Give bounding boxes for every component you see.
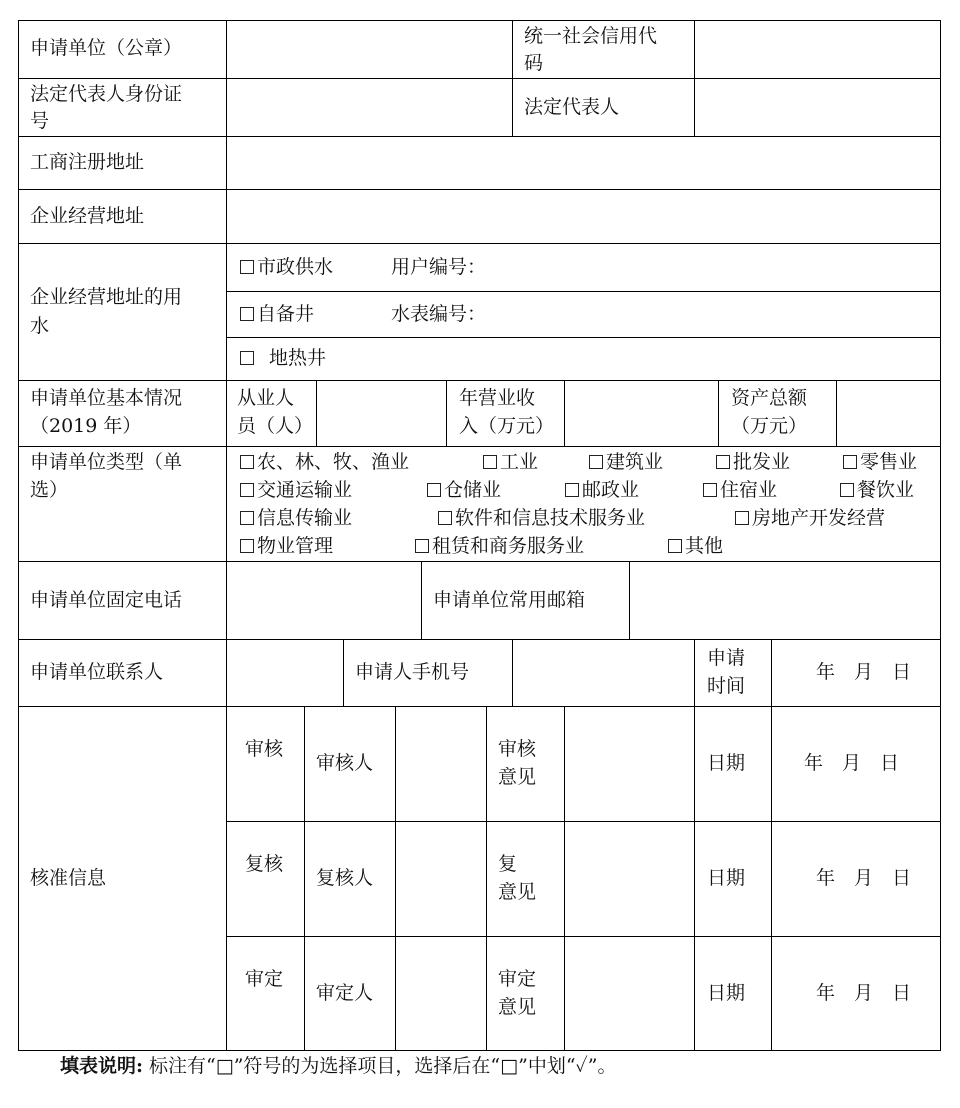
type-option[interactable]: 交通运输业 (240, 477, 352, 504)
type-option[interactable]: 批发业 (716, 449, 790, 476)
recheck-opinion-line1: 复 (498, 853, 518, 875)
basic-info-label-line1: 申请单位基本情况 (30, 387, 183, 409)
biz-address-field[interactable] (228, 191, 938, 242)
assets-label-line1: 资产总额 (731, 387, 808, 409)
mobile-label: 申请人手机号 (355, 661, 470, 683)
assets-field[interactable] (838, 382, 939, 445)
type-option[interactable]: 住宿业 (703, 477, 777, 504)
finalizer-label: 审定人 (316, 982, 374, 1004)
recheck-stage: 复核 (245, 853, 284, 875)
review-opinion-field[interactable] (566, 708, 693, 820)
type-option[interactable]: 租赁和商务服务业 (415, 533, 584, 560)
applicant-unit-field[interactable] (226, 22, 511, 77)
reg-address-label: 工商注册地址 (30, 151, 145, 173)
fill-instructions (60, 1052, 617, 1080)
legal-rep-id-field[interactable] (226, 80, 511, 135)
checkbox-icon[interactable] (415, 539, 429, 553)
type-option[interactable]: 房地产开发经营 (735, 505, 885, 532)
type-option[interactable]: 建筑业 (589, 449, 663, 476)
checkbox-icon[interactable] (703, 483, 717, 497)
contact-field[interactable] (228, 641, 342, 705)
type-option[interactable]: 其他 (668, 533, 723, 560)
final-date-label: 日期 (707, 982, 746, 1004)
checkbox-icon[interactable] (240, 455, 254, 469)
credit-code-label-line2: 码 (524, 52, 544, 74)
biz-address-label: 企业经营地址 (30, 205, 145, 227)
checkbox-icon[interactable] (716, 455, 730, 469)
staff-label-line1: 从业人 (237, 387, 295, 409)
checkbox-icon[interactable] (840, 483, 854, 497)
staff-field[interactable] (318, 382, 445, 445)
credit-code-label-line1: 统一社会信用代 (524, 25, 658, 47)
legal-rep-id-label-line2: 号 (30, 110, 50, 132)
legal-rep-field[interactable] (696, 80, 939, 135)
type-option[interactable]: 仓储业 (427, 477, 501, 504)
type-option[interactable]: 农、林、牧、渔业 (240, 449, 409, 476)
water-option-geothermal[interactable]: 地热井 (240, 345, 326, 372)
approval-label: 核准信息 (30, 867, 107, 889)
type-option[interactable]: 零售业 (843, 449, 917, 476)
type-option[interactable]: 物业管理 (240, 533, 333, 560)
unit-type-label-line2: 选） (30, 479, 69, 501)
checkbox-icon[interactable] (240, 539, 254, 553)
checkbox-icon[interactable] (240, 260, 254, 274)
water-option-well[interactable]: 自备井 (240, 301, 314, 328)
checkbox-icon[interactable] (668, 539, 682, 553)
checkbox-icon[interactable] (843, 455, 857, 469)
phone-field[interactable] (228, 563, 420, 638)
final-stage: 审定 (245, 968, 284, 990)
checkbox-icon[interactable] (483, 455, 497, 469)
revenue-label-line2: 入（万元） (459, 415, 555, 437)
apply-time-label-line2: 时间 (707, 675, 746, 697)
recheck-date-label: 日期 (707, 867, 746, 889)
review-date-label: 日期 (707, 752, 746, 774)
legal-rep-label: 法定代表人 (524, 96, 620, 118)
revenue-label-line1: 年营业收 (459, 387, 536, 409)
checkbox-icon[interactable] (589, 455, 603, 469)
revenue-field[interactable] (566, 382, 717, 445)
meter-number-label: 水表编号： (391, 303, 487, 325)
review-stage: 审核 (245, 738, 284, 760)
staff-label-line2: 员（人） (237, 415, 314, 437)
user-number-label: 用户编号： (391, 256, 487, 278)
unit-type-label-line1: 申请单位类型（单 (30, 451, 183, 473)
reviewer-field[interactable] (397, 708, 485, 820)
instructions-label: 填表说明: (60, 1055, 144, 1077)
email-field[interactable] (631, 563, 939, 638)
checkbox-icon[interactable] (240, 483, 254, 497)
final-date[interactable]: 年 月 日 (816, 982, 912, 1004)
checkbox-icon[interactable] (240, 351, 254, 365)
checkbox-icon[interactable] (438, 511, 452, 525)
apply-date[interactable]: 年 月 日 (816, 661, 912, 683)
final-opinion-line1: 审定 (498, 968, 537, 990)
checkbox-icon[interactable] (565, 483, 579, 497)
type-option[interactable]: 工业 (483, 449, 538, 476)
type-option[interactable]: 邮政业 (565, 477, 639, 504)
reg-address-field[interactable] (228, 138, 938, 188)
final-opinion-line2: 意见 (498, 996, 537, 1018)
assets-label-line2: （万元） (731, 415, 808, 437)
type-option[interactable]: 信息传输业 (240, 505, 352, 532)
apply-time-label-line1: 申请 (707, 647, 746, 669)
credit-code-field[interactable] (696, 22, 939, 77)
checkbox-icon[interactable] (240, 511, 254, 525)
review-date[interactable]: 年 月 日 (804, 752, 900, 774)
finalizer-field[interactable] (397, 938, 485, 1049)
checkbox-icon[interactable] (240, 307, 254, 321)
legal-rep-id-label-line1: 法定代表人身份证 (30, 83, 183, 105)
water-label-line1: 企业经营地址的用 (30, 286, 183, 308)
contact-label: 申请单位联系人 (30, 661, 164, 683)
water-option-municipal[interactable]: 市政供水 (240, 254, 333, 281)
recheck-date[interactable]: 年 月 日 (816, 867, 912, 889)
phone-label: 申请单位固定电话 (30, 589, 183, 611)
type-option[interactable]: 餐饮业 (840, 477, 914, 504)
rechecker-field[interactable] (397, 823, 485, 935)
recheck-opinion-field[interactable] (566, 823, 693, 935)
mobile-field[interactable] (514, 641, 693, 705)
basic-info-label-line2: （2019 年） (30, 415, 142, 437)
checkbox-icon[interactable] (427, 483, 441, 497)
checkbox-icon[interactable] (735, 511, 749, 525)
final-opinion-field[interactable] (566, 938, 693, 1049)
instructions-text: 标注有“□”符号的为选择项目，选择后在“□”中划“✓”。 (143, 1055, 617, 1077)
review-opinion-line1: 审核 (498, 738, 537, 760)
water-label-line2: 水 (30, 315, 50, 337)
reviewer-label: 审核人 (316, 752, 374, 774)
applicant-unit-label: 申请单位（公章） (30, 37, 183, 59)
type-option[interactable]: 软件和信息技术服务业 (438, 505, 645, 532)
recheck-opinion-line2: 意见 (498, 881, 537, 903)
rechecker-label: 复核人 (316, 867, 374, 889)
review-opinion-line2: 意见 (498, 766, 537, 788)
email-label: 申请单位常用邮箱 (433, 589, 586, 611)
